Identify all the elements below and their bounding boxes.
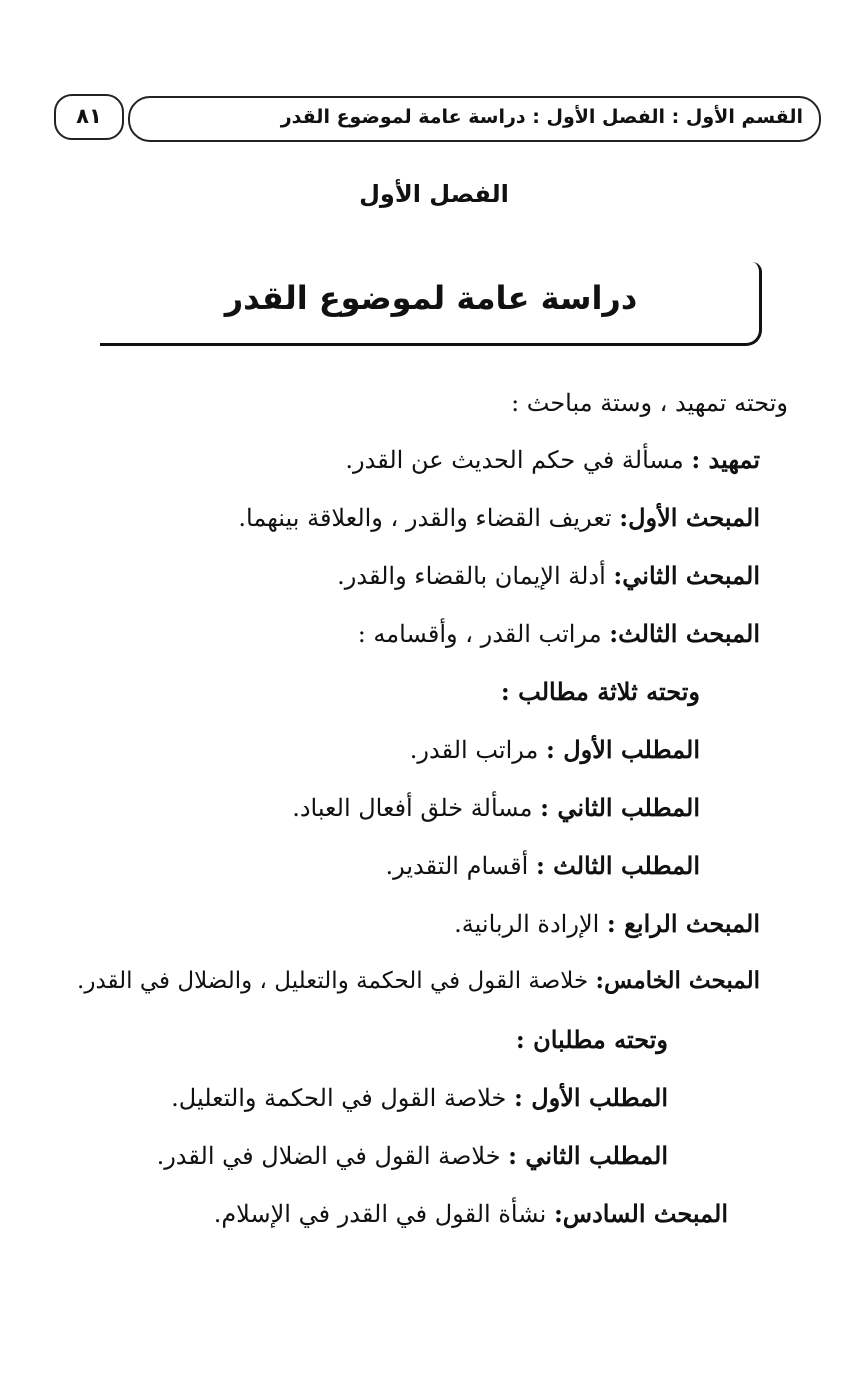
list-item-matlab-3 xyxy=(385,851,700,880)
item-text: خلاصة القول في الضلال في القدر. xyxy=(156,1142,509,1170)
subsection-intro-3: وتحته ثلاثة مطالب : xyxy=(500,677,700,706)
item-label: المبحث الثاني: xyxy=(613,561,760,590)
item-text: أدلة الإيمان بالقضاء والقدر. xyxy=(337,562,614,590)
item-text: نشأة القول في القدر في الإسلام. xyxy=(213,1200,554,1228)
running-header xyxy=(128,96,821,142)
item-label: المطلب الثاني : xyxy=(540,793,700,822)
item-label: المطلب الأول : xyxy=(545,735,700,764)
item-text: تعريف القضاء والقدر ، والعلاقة بينهما. xyxy=(238,504,620,532)
item-label: تمهيد : xyxy=(691,445,760,474)
item-text: أقسام التقدير. xyxy=(385,852,536,880)
item-text: خلاصة القول في الحكمة والتعليل. xyxy=(171,1084,514,1112)
list-item-tamhid xyxy=(345,445,760,474)
list-item-mabhath-6 xyxy=(214,1199,728,1228)
list-item-matlab-2 xyxy=(292,793,700,822)
chapter-label: الفصل الأول xyxy=(359,180,509,208)
item-label: المبحث الأول: xyxy=(619,503,760,532)
list-item-mabhath-2 xyxy=(337,561,760,590)
page-number: ٨١ xyxy=(54,94,124,140)
list-item-mabhath-3 xyxy=(358,619,760,648)
item-label: المبحث الخامس: xyxy=(595,967,760,994)
list-item-matlab-5-1 xyxy=(171,1083,668,1112)
item-text: الإرادة الربانية. xyxy=(454,910,607,938)
chapter-title: دراسة عامة لموضوع القدر xyxy=(224,279,638,317)
list-item-mabhath-4 xyxy=(454,909,760,938)
item-text: مراتب القدر. xyxy=(409,736,546,764)
running-title: القسم الأول : الفصل الأول : دراسة عامة لموضوع القدر xyxy=(280,106,803,128)
item-text: مسألة خلق أفعال العباد. xyxy=(292,794,541,822)
list-item-matlab-1 xyxy=(410,735,700,764)
contents-intro: وتحته تمهيد ، وستة مباحث : xyxy=(511,389,788,417)
item-label: المبحث الثالث: xyxy=(609,619,760,648)
item-text: خلاصة القول في الحكمة والتعليل ، والضلال في القدر. xyxy=(77,968,596,994)
item-label: المطلب الأول : xyxy=(513,1083,668,1112)
item-label: المطلب الثاني : xyxy=(508,1141,668,1170)
list-item-matlab-5-2 xyxy=(157,1141,668,1170)
item-text: مراتب القدر ، وأقسامه : xyxy=(357,620,610,648)
item-label: المبحث الرابع : xyxy=(606,909,760,938)
item-label: المطلب الثالث : xyxy=(535,851,700,880)
item-text: مسألة في حكم الحديث عن القدر. xyxy=(345,446,692,474)
subsection-intro-5: وتحته مطلبان : xyxy=(515,1025,668,1054)
list-item-mabhath-1 xyxy=(238,503,760,532)
list-item-mabhath-5 xyxy=(77,967,760,994)
item-label: المبحث السادس: xyxy=(553,1199,728,1228)
